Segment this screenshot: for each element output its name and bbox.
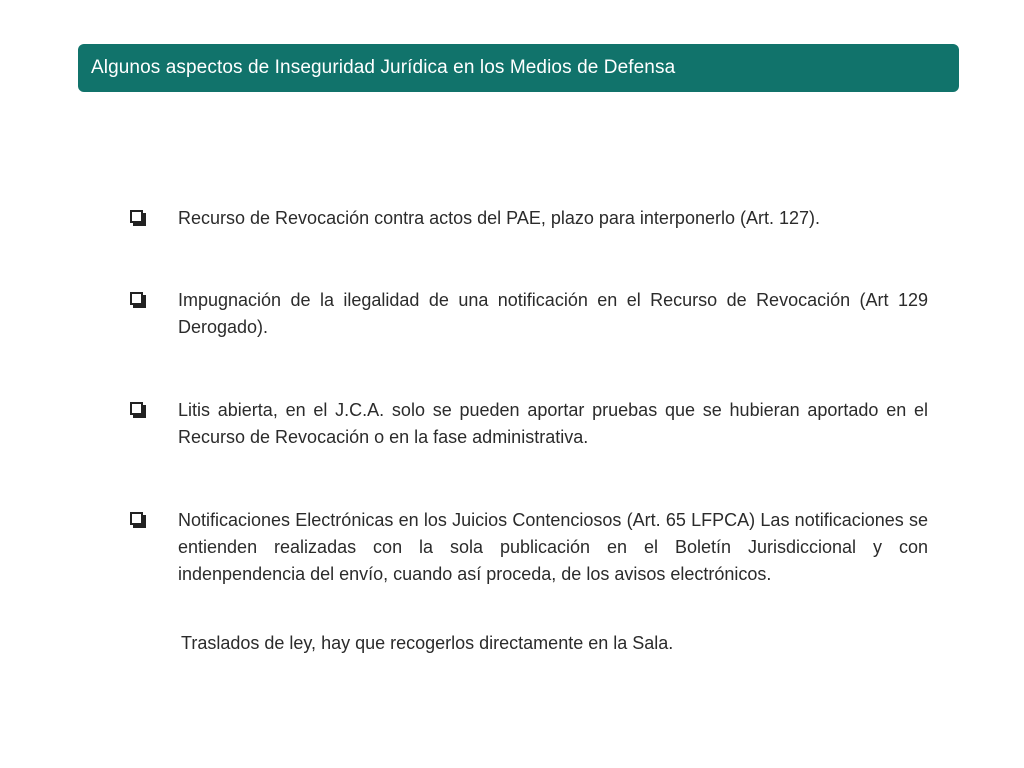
bullet-item — [130, 205, 928, 232]
bullet-item — [130, 287, 928, 341]
bullet-text: Recurso de Revocación contra actos del PAE, plazo para interponerlo (Art. 127). — [178, 208, 821, 228]
bullet-item — [130, 397, 928, 451]
slide-title: Algunos aspectos de Inseguridad Jurídica en los Medios de Defensa — [91, 57, 676, 78]
checkbox-bullet-icon — [130, 512, 143, 525]
checkbox-bullet-icon — [130, 402, 143, 415]
bullet-text: Litis abierta, en el J.C.A. solo se pueden aportar pruebas que se hubieran aportado en el Recurso de Revocación o en la fase administrativa. — [178, 400, 928, 447]
checkbox-bullet-icon — [130, 210, 143, 223]
checkbox-bullet-icon — [130, 292, 143, 305]
extra-paragraph: Traslados de ley, hay que recogerlos directamente en la Sala. — [181, 633, 674, 653]
bullet-text: Impugnación de la ilegalidad de una notificación en el Recurso de Revocación (Art 129 Derogado). — [178, 290, 928, 337]
title-bar — [78, 44, 959, 92]
bullet-text: Notificaciones Electrónicas en los Juicios Contenciosos (Art. 65 LFPCA) Las notificaciones se entienden realizadas con la sola publicación en el Boletín Jurisdiccional y con indenpendencia del envío, cuando así proceda, de los avisos electrónicos. — [178, 510, 928, 584]
bullet-item — [130, 507, 928, 588]
